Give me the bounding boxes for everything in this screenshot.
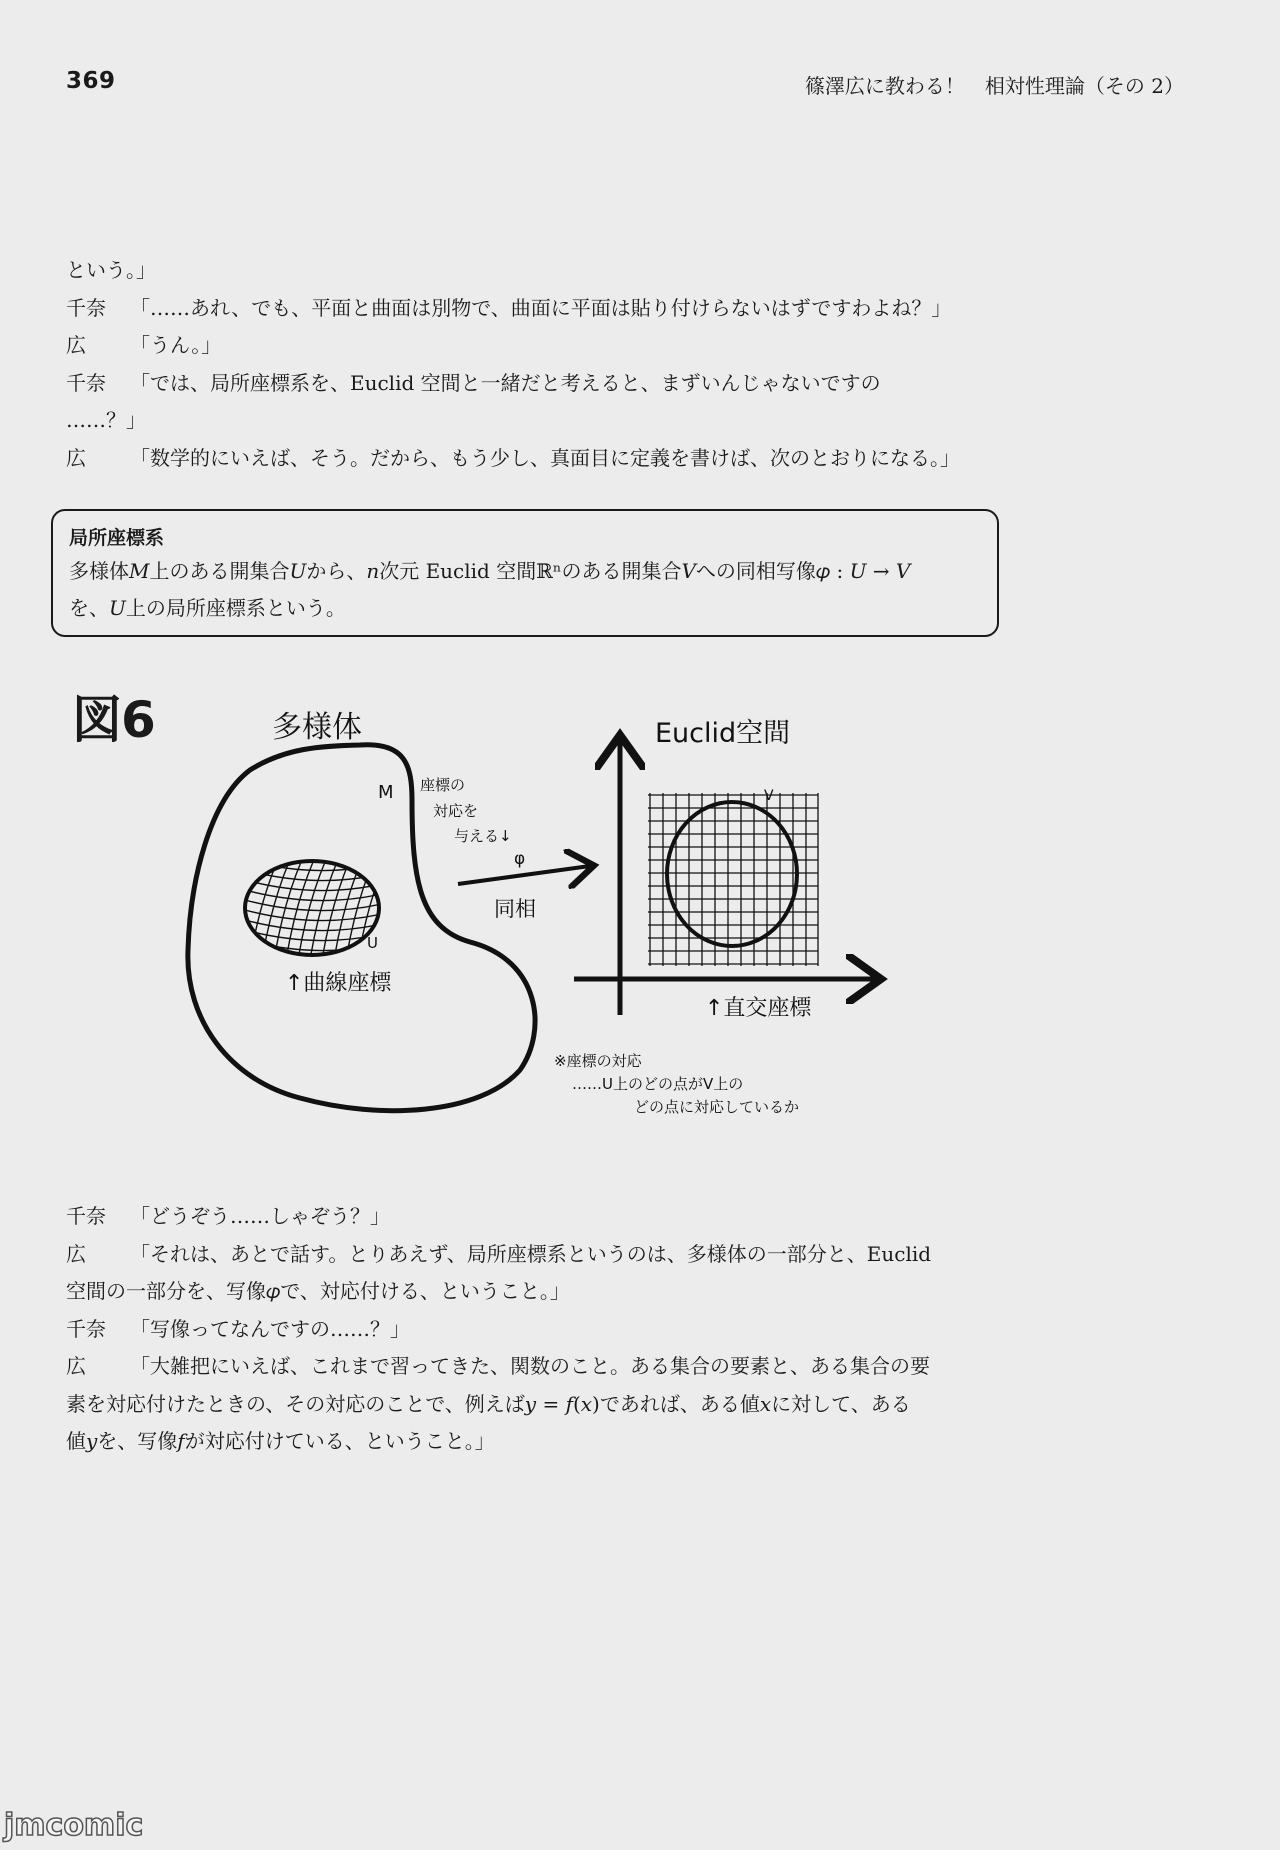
manifold-title: 多様体 [272, 710, 362, 745]
dialogue-top [66, 252, 1006, 477]
speaker-name: 千奈 [66, 295, 106, 320]
dialogue-continuation: ……？」 [66, 408, 146, 432]
dialogue-line [66, 365, 1006, 403]
dialogue-text: 「大雑把にいえば、これまで習ってきた、関数のこと。ある集合の要素と、ある集合の要 [130, 1354, 930, 1378]
dialogue-text: 「どうぞう……しゃぞう？」 [130, 1204, 390, 1228]
footnote-line: ※座標の対応 [554, 1052, 642, 1070]
definition-line: を、𝑈上の局所座標系という。 [69, 596, 346, 620]
speaker-name: 広 [66, 333, 86, 357]
dialogue-line [66, 1311, 1006, 1349]
dialogue-text: 「写像ってなんですの……？」 [130, 1316, 410, 1341]
correspondence-note: 与える↓ [454, 827, 512, 845]
watermark-logo: jmcomic [4, 1808, 144, 1843]
dialogue-line [66, 1348, 1006, 1386]
map-symbol: φ [514, 849, 526, 869]
footnote-line: どの点に対応しているか [634, 1098, 800, 1116]
dialogue-bottom [66, 1198, 1006, 1461]
dialogue-text: 「では、局所座標系を、Euclid 空間と一緒だと考えると、まずいんじゃないですの [130, 370, 881, 395]
dialogue-line [66, 440, 1006, 478]
orthogonal-label: ↑直交座標 [705, 996, 812, 1021]
dialogue-continuation: 空間の一部分を、写像𝜑で、対応付ける、ということ。」 [66, 1279, 570, 1303]
dialogue-text: 「数学的にいえば、そう。だから、もう少し、真面目に定義を書けば、次のとおりになる。」 [130, 445, 960, 470]
homeomorphism-label: 同相 [494, 897, 536, 921]
correspondence-note: 座標の [420, 776, 466, 794]
dialogue-line [66, 1236, 1006, 1274]
region-symbol: U [367, 934, 378, 952]
speaker-name: 広 [66, 445, 86, 470]
dialogue-line [66, 290, 1006, 328]
curvilinear-label: ↑曲線座標 [285, 971, 392, 996]
definition-line: 多様体𝑀上のある開集合𝑈から、𝑛次元 Euclid 空間ℝⁿのある開集合𝑉への同相写像𝜑 : 𝑈 → 𝑉 [69, 559, 911, 583]
dialogue-text: 「……あれ、でも、平面と曲面は別物で、曲面に平面は貼り付けらないはずですわよね？」 [130, 295, 952, 320]
running-header: 篠澤広に教わる！ 相対性理論（その 2） [804, 74, 1184, 98]
speaker-name: 千奈 [66, 370, 106, 395]
figure-label: 図6 [72, 691, 155, 749]
page-number: 369 [66, 68, 116, 94]
definition-box [51, 509, 999, 637]
cartesian-grid [648, 793, 818, 966]
manifold-symbol: M [378, 782, 394, 803]
dialogue-text: 「うん。」 [130, 333, 222, 357]
dialogue-line [66, 1198, 1006, 1236]
euclid-title: Euclid空間 [655, 718, 791, 749]
correspondence-note: 対応を [433, 802, 479, 820]
dialogue-continuation: 値𝑦を、写像𝑓が対応付けている、ということ。」 [66, 1429, 495, 1453]
dialogue-opening: という。」 [66, 258, 156, 282]
speaker-name: 千奈 [66, 1204, 106, 1228]
footnote-line: ……U上のどの点がV上の [572, 1075, 744, 1093]
dialogue-continuation: 素を対応付けたときの、その対応のことで、例えば𝑦 = 𝑓(𝑥)であれば、ある値𝑥に対して、ある [66, 1391, 911, 1416]
speaker-name: 千奈 [66, 1316, 106, 1341]
speaker-name: 広 [66, 1354, 86, 1378]
figure-manifold-diagram [0, 690, 1280, 1130]
dialogue-text: 「それは、あとで話す。とりあえず、局所座標系というのは、多様体の一部分と、Euclid [130, 1241, 932, 1266]
target-symbol: V [764, 788, 774, 804]
definition-title: 局所座標系 [69, 527, 165, 549]
dialogue-line [66, 327, 1006, 365]
speaker-name: 広 [66, 1241, 86, 1266]
